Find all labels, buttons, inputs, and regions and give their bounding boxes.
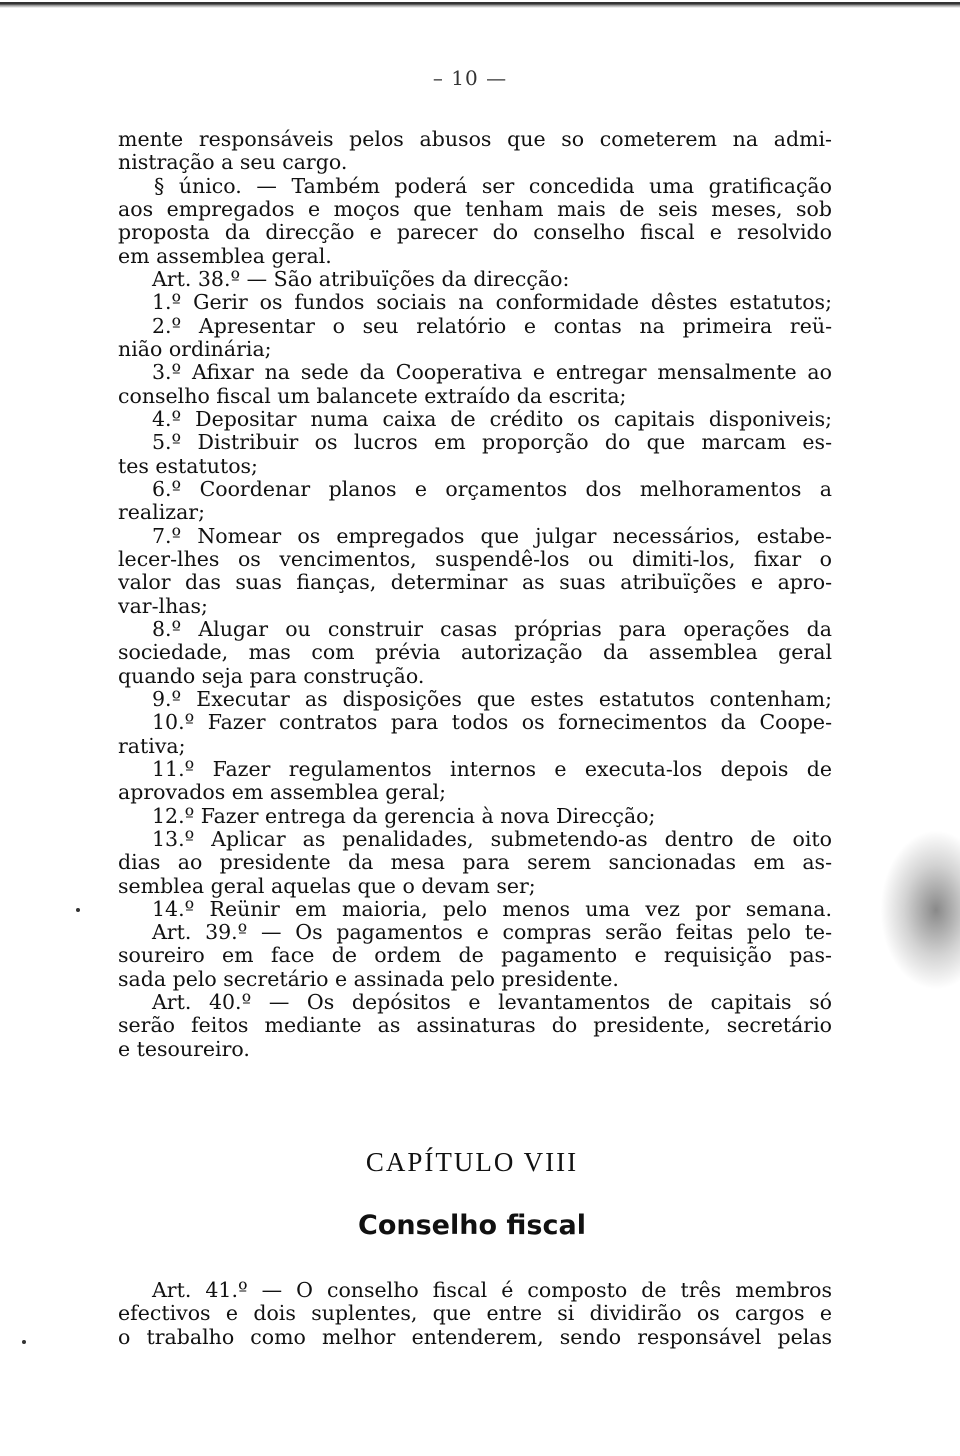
text-line: 3.º Afixar na sede da Cooperativa e entregar mensalmente ao — [152, 361, 832, 385]
text-line: § único. — Também poderá ser concedida uma gratificação — [154, 174, 832, 198]
text-line: 9.º Executar as disposições que estes estatutos contenham; — [152, 687, 832, 711]
text-line: nião ordinária; — [118, 337, 272, 361]
text-line: var-lhas; — [118, 594, 208, 618]
text-line: 5.º Distribuir os lucros em proporção do que marcam es- — [152, 431, 832, 455]
top-rule — [0, 2, 960, 8]
text-line: 7.º Nomear os empregados que julgar necessários, estabe- — [152, 524, 832, 548]
scan-speck — [22, 1340, 26, 1344]
text-line: lecer-lhes os vencimentos, suspendê-los ou dimiti-los, fixar o — [118, 547, 832, 571]
text-line: rativa; — [118, 734, 186, 758]
text-line: tes estatutos; — [118, 454, 258, 478]
text-line: 2.º Apresentar o seu relatório e contas na primeira reü- — [152, 314, 832, 338]
text-line: aprovados em assemblea geral; — [118, 781, 446, 805]
scan-speck — [76, 908, 80, 912]
text-line: 8.º Alugar ou construir casas próprias para operações da — [152, 617, 832, 641]
text-line: 11.º Fazer regulamentos internos e executa-los depois de — [152, 757, 832, 781]
text-line: proposta da direcção e parecer do conselho fiscal e resolvido — [118, 221, 832, 245]
text-line: dias ao presidente da mesa para serem sancionadas em as- — [118, 851, 832, 875]
text-line: Art. 39.º — Os pagamentos e compras serão feitas pelo te- — [152, 921, 832, 945]
text-line: 13.º Aplicar as penalidades, submetendo-as dentro de oito — [152, 827, 832, 851]
text-line: 1.º Gerir os fundos sociais na conformidade dêstes estatutos; — [152, 291, 832, 315]
text-line: em assemblea geral. — [118, 244, 332, 268]
text-line: Art. 40.º — Os depósitos e levantamentos de capitais só — [152, 991, 832, 1015]
text-line: realizar; — [118, 501, 205, 525]
text-line: conselho fiscal um balancete extraído da escrita; — [118, 384, 627, 408]
text-line: serão feitos mediante as assinaturas do presidente, secretário — [118, 1014, 832, 1038]
text-line: sada pelo secretário e assinada pelo presidente. — [118, 967, 619, 991]
chapter-title: CAPÍTULO VIII — [365, 1147, 579, 1177]
text-line: aos empregados e moços que tenham mais de seis meses, sob — [118, 197, 832, 221]
text-line: nistração a seu cargo. — [118, 151, 348, 175]
text-line: efectivos e dois suplentes, que entre si dividirão os cargos e — [118, 1302, 832, 1326]
text-line: o trabalho como melhor entenderem, sendo responsável pelas — [118, 1325, 832, 1349]
text-line: semblea geral aquelas que o devam ser; — [118, 874, 536, 898]
text-line: e tesoureiro. — [118, 1037, 250, 1061]
text-line: 12.º Fazer entrega da gerencia à nova Direcção; — [152, 804, 656, 828]
chapter-text-block — [118, 1279, 832, 1349]
text-line: mente responsáveis pelos abusos que so cometerem na admi- — [118, 128, 832, 151]
text-line: valor das suas fianças, determinar as suas atribuïções e apro- — [118, 571, 832, 595]
page-number: – 10 — — [432, 66, 508, 90]
scan-smudge — [880, 830, 960, 990]
text-line: sociedade, mas com prévia autorização da assemblea geral — [118, 641, 832, 665]
section-title: Conselho fiscal — [358, 1210, 586, 1241]
text-line: Art. 38.º — São atribuïções da direcção: — [152, 267, 570, 291]
text-line: 14.º Reünir em maioria, pelo menos uma vez por semana. — [152, 897, 832, 921]
text-line: 4.º Depositar numa caixa de crédito os capitais disponiveis; — [152, 407, 832, 431]
text-line: quando seja para construção. — [118, 664, 425, 688]
text-line: 10.º Fazer contratos para todos os fornecimentos da Coope- — [152, 711, 832, 735]
article-text-block — [118, 128, 832, 1061]
text-line: 6.º Coordenar planos e orçamentos dos melhoramentos a — [152, 477, 832, 501]
text-line: soureiro em face de ordem de pagamento e requisição pas- — [118, 944, 832, 968]
text-line: Art. 41.º — O conselho fiscal é composto de três membros — [152, 1279, 832, 1302]
